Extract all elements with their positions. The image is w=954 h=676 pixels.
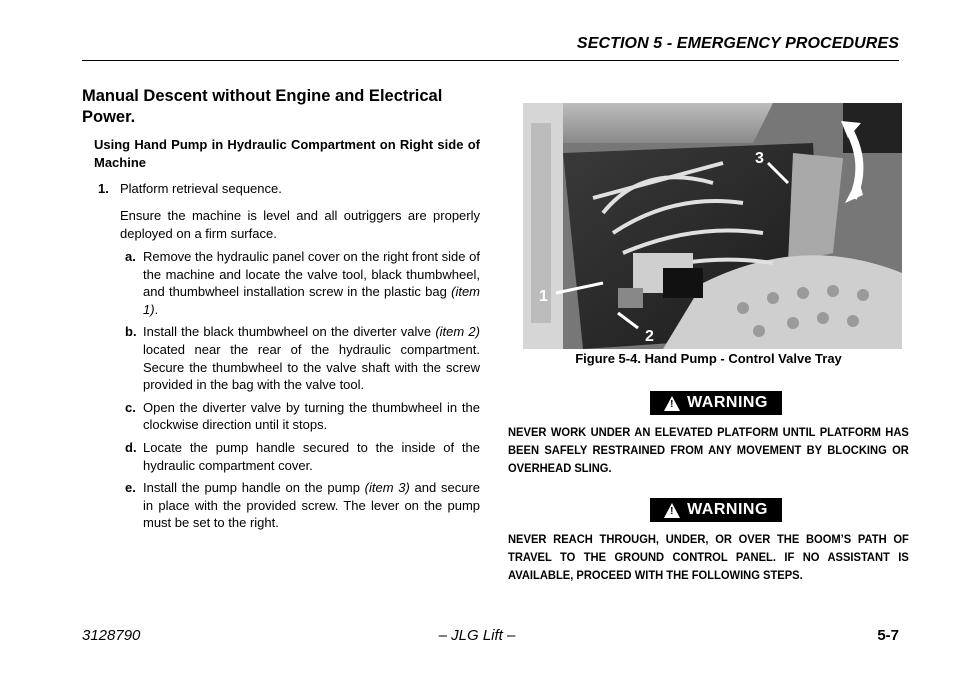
doc-number: 3128790 bbox=[82, 627, 141, 644]
section-title: SECTION 5 - EMERGENCY PROCEDURES bbox=[576, 35, 899, 52]
page-header bbox=[82, 35, 899, 61]
callout-3: 3 bbox=[755, 150, 764, 167]
valve-tray-photo bbox=[523, 103, 902, 349]
procedure-column bbox=[82, 86, 480, 532]
publisher: – JLG Lift – bbox=[438, 627, 516, 644]
substep-tail: located near the rear of the hydraulic compartment. Secure the thumbwheel to the valve shaft with the screw provided in the bag with the valve tool. bbox=[143, 341, 480, 393]
substep-letter: c. bbox=[125, 399, 136, 415]
substep-text: Install the black thumbwheel on the diverter valve bbox=[143, 324, 432, 340]
substep-letter: d. bbox=[125, 439, 137, 455]
substep-letter: b. bbox=[125, 324, 137, 340]
warning-badge-2 bbox=[650, 498, 782, 522]
item-reference: (item 1) bbox=[143, 284, 480, 317]
warning-text-1: NEVER WORK UNDER AN ELEVATED PLATFORM UNTIL PLATFORM HAS BEEN SAFELY RESTRAINED FROM ANY MOVEMENT BY BLOCKING OR OVERHEAD SLING. bbox=[508, 425, 909, 476]
substep-text: Remove the hydraulic panel cover on the right front side of the machine and locate the valve tool, black thumbwheel, and thumbwheel installation screw in the plastic bag bbox=[143, 249, 480, 300]
substep-tail: and secure in place with the provided screw. The lever on the pump must be set to the right. bbox=[143, 480, 480, 531]
step-number: 1. bbox=[98, 181, 109, 196]
substep-text: Locate the pump handle secured to the inside of the hydraulic compartment cover. bbox=[143, 439, 480, 473]
substep-c bbox=[82, 399, 480, 434]
substep-tail: . bbox=[154, 301, 159, 317]
procedure-subheading: Using Hand Pump in Hydraulic Compartment on Right side of Machine bbox=[94, 137, 480, 170]
warning-text-2: NEVER REACH THROUGH, UNDER, OR OVER THE BOOM’S PATH OF TRAVEL TO THE GROUND CONTROL PANEL. IF NO ASSISTANT IS AVAILABLE, PROCEED WITH THE FOLLOWING STEPS. bbox=[508, 532, 909, 583]
warning-badge-1 bbox=[650, 391, 782, 415]
callout-2: 2 bbox=[645, 328, 654, 345]
substep-d bbox=[82, 439, 480, 474]
procedure-heading: Manual Descent without Engine and Electrical Power. bbox=[82, 87, 443, 126]
substep-text: Install the pump handle on the pump bbox=[143, 480, 360, 496]
substep-b bbox=[82, 323, 480, 393]
figure-caption: Figure 5-4. Hand Pump - Control Valve Tray bbox=[575, 351, 842, 366]
substep-letter: a. bbox=[125, 249, 136, 264]
step-text: Platform retrieval sequence. bbox=[120, 181, 282, 196]
substep-text: Open the diverter valve by turning the thumbwheel in the clockwise direction until it stops. bbox=[143, 399, 480, 433]
substep-a bbox=[82, 248, 480, 318]
warning-triangle-icon: ! bbox=[664, 503, 680, 518]
warning-triangle-icon: ! bbox=[664, 396, 680, 411]
step-intro: Ensure the machine is level and all outriggers are properly deployed on a firm surface. bbox=[120, 208, 480, 241]
callout-1: 1 bbox=[539, 288, 548, 305]
item-reference: (item 2) bbox=[435, 324, 480, 340]
substep-letter: e. bbox=[125, 480, 136, 496]
warning-label: WARNING bbox=[687, 394, 768, 411]
step-1 bbox=[82, 180, 480, 198]
photo-illustration bbox=[523, 103, 902, 349]
warning-label: WARNING bbox=[687, 501, 768, 518]
page-number: 5-7 bbox=[877, 627, 899, 644]
substep-e bbox=[82, 479, 480, 532]
item-reference: (item 3) bbox=[364, 480, 410, 496]
